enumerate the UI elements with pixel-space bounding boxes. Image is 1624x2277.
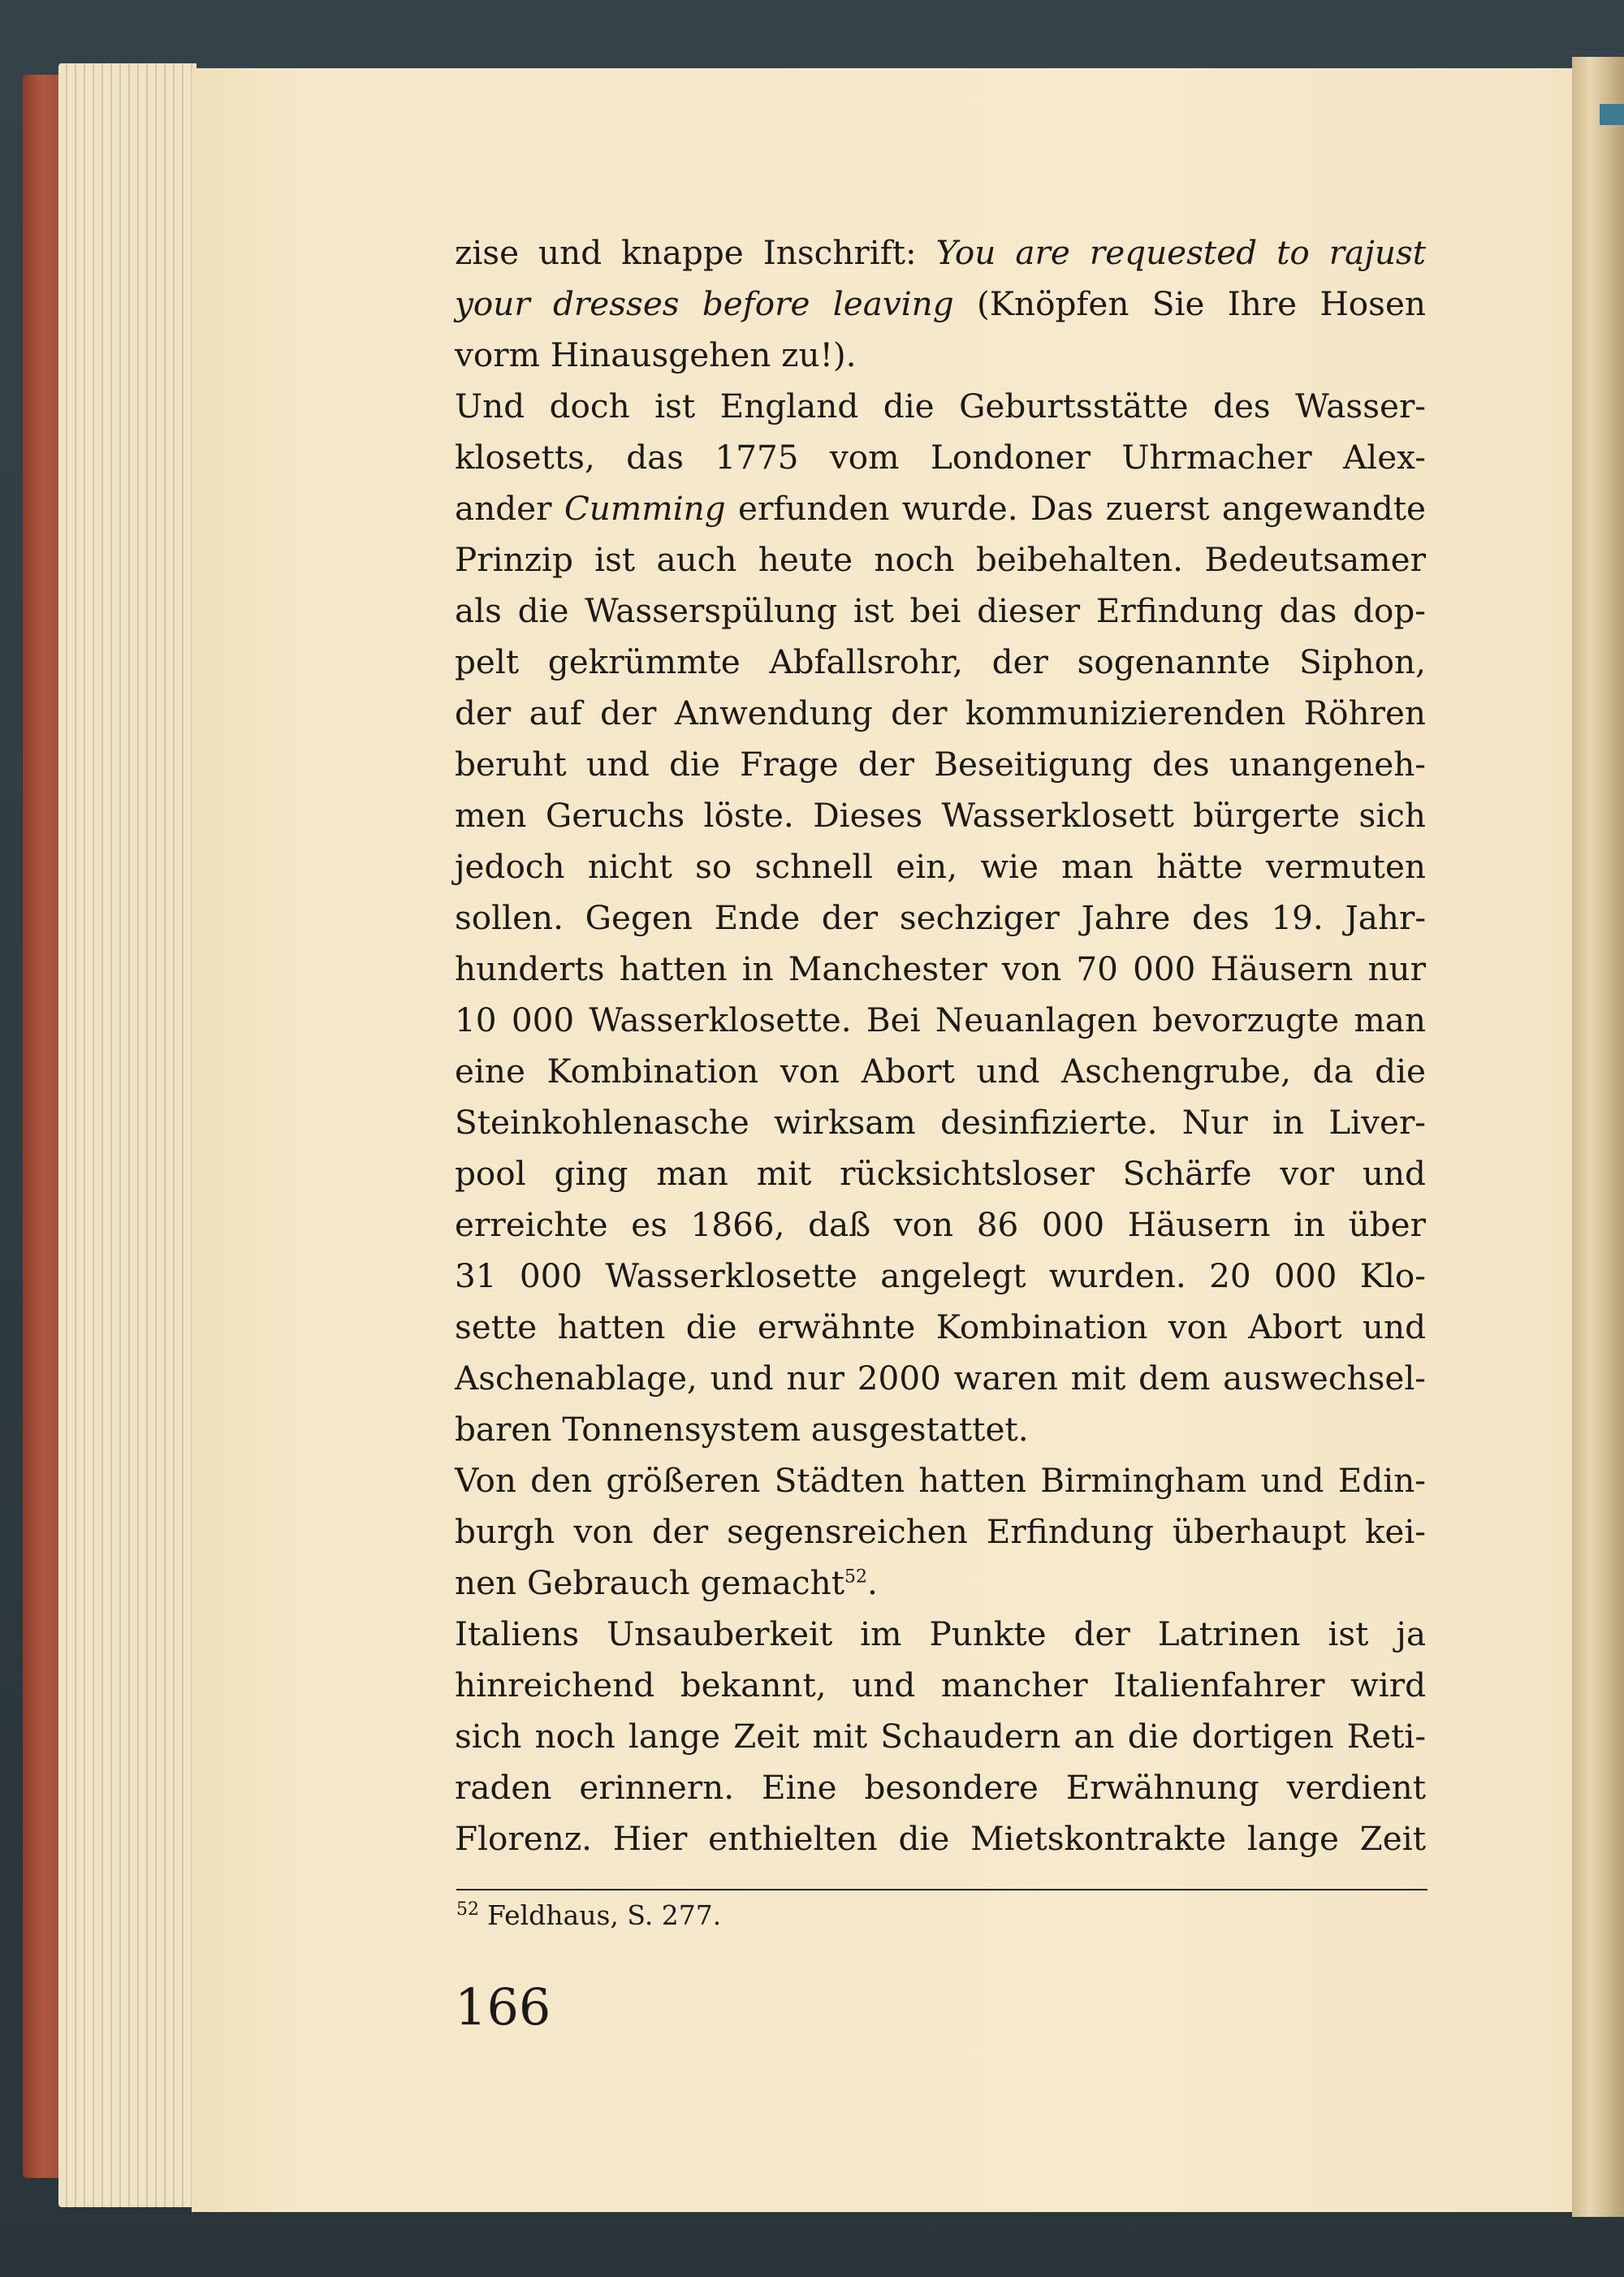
text-segment: Von den größeren Städten hatten Birmingham und Edin- xyxy=(455,1461,1426,1500)
text-segment: (Knöpfen Sie Ihre Hosen xyxy=(953,284,1426,323)
text-line xyxy=(455,227,1426,279)
footnote-rule xyxy=(456,1889,1427,1890)
text-segment: Aschenablage, und nur 2000 waren mit dem auswechsel- xyxy=(455,1359,1426,1398)
text-segment: jedoch nicht so schnell ein, wie man hätte vermuten xyxy=(455,847,1426,886)
text-line xyxy=(455,841,1426,892)
text-segment: als die Wasserspülung ist bei dieser Erfindung das dop- xyxy=(455,591,1426,630)
page-number: 166 xyxy=(455,1977,551,2037)
text-segment: You are requested to rajust xyxy=(935,233,1426,272)
text-line xyxy=(455,1148,1426,1199)
text-line xyxy=(455,1558,1426,1609)
text-segment: 31 000 Wasserklosette angelegt wurden. 20 000 Klo- xyxy=(455,1256,1426,1295)
text-line xyxy=(455,688,1426,739)
text-line xyxy=(455,1455,1426,1506)
text-line xyxy=(455,1762,1426,1813)
text-line xyxy=(455,1404,1426,1455)
text-line xyxy=(455,1711,1426,1762)
text-line xyxy=(455,944,1426,995)
text-line xyxy=(455,892,1426,944)
text-segment: Prinzip ist auch heute noch beibehalten. Bedeutsamer xyxy=(455,540,1426,579)
text-line xyxy=(455,790,1426,841)
text-line xyxy=(455,739,1426,790)
text-segment: nen Gebrauch gemacht xyxy=(455,1563,844,1602)
text-segment: raden erinnern. Eine besondere Erwähnung verdient xyxy=(455,1768,1426,1807)
text-line xyxy=(455,1660,1426,1711)
text-segment: Cumming xyxy=(564,489,726,528)
text-line xyxy=(455,1609,1426,1660)
text-segment: pool ging man mit rücksichtsloser Schärfe vor und xyxy=(455,1154,1426,1193)
body-text xyxy=(455,227,1426,1864)
text-segment: Italiens Unsauberkeit im Punkte der Latrinen ist ja xyxy=(455,1614,1426,1653)
text-line xyxy=(455,483,1426,534)
text-line xyxy=(455,1506,1426,1558)
text-line xyxy=(455,1199,1426,1251)
text-segment: . xyxy=(866,1563,878,1602)
text-line xyxy=(455,1097,1426,1148)
text-line xyxy=(455,279,1426,330)
text-segment: baren Tonnensystem ausgestattet. xyxy=(455,1410,1029,1449)
text-segment: ander xyxy=(455,489,564,528)
text-segment: zise und knappe Inschrift: xyxy=(455,233,936,272)
text-line xyxy=(455,534,1426,585)
text-line xyxy=(455,1813,1426,1864)
text-line xyxy=(455,637,1426,688)
text-segment: hunderts hatten in Manchester von 70 000 Häusern nur xyxy=(455,949,1426,988)
footnote-reference: 52 xyxy=(844,1566,867,1588)
text-segment: Und doch ist England die Geburtsstätte des Wasser- xyxy=(455,387,1426,426)
footnote xyxy=(456,1895,721,1936)
text-segment: eine Kombination von Abort und Aschengrube, da die xyxy=(455,1052,1426,1091)
text-line xyxy=(455,1251,1426,1302)
facing-page-gutter xyxy=(1572,57,1624,2217)
text-segment: your dresses before leaving xyxy=(455,284,954,323)
page-stack-edges xyxy=(58,63,197,2207)
bookmark-tab xyxy=(1600,104,1624,125)
text-segment: erreichte es 1866, daß von 86 000 Häusern in über xyxy=(455,1205,1426,1244)
text-line xyxy=(455,1353,1426,1404)
text-segment: sette hatten die erwähnte Kombination von Abort und xyxy=(455,1307,1426,1346)
text-segment: sollen. Gegen Ende der sechziger Jahre des 19. Jahr- xyxy=(455,898,1426,937)
text-segment: Steinkohlenasche wirksam desinfizierte. Nur in Liver- xyxy=(455,1103,1426,1142)
text-segment: 10 000 Wasserklosette. Bei Neuanlagen bevorzugte man xyxy=(455,1000,1426,1039)
text-line xyxy=(455,1302,1426,1353)
footnote-number: 52 xyxy=(456,1899,479,1920)
text-line xyxy=(455,995,1426,1046)
text-segment: Florenz. Hier enthielten die Mietskontrakte lange Zeit xyxy=(455,1819,1426,1858)
text-line xyxy=(455,585,1426,637)
text-segment: vorm Hinausgehen zu!). xyxy=(455,335,857,374)
text-segment: hinreichend bekannt, und mancher Italienfahrer wird xyxy=(455,1666,1426,1705)
text-line xyxy=(455,432,1426,483)
text-line xyxy=(455,381,1426,432)
text-segment: men Geruchs löste. Dieses Wasserklosett bürgerte sich xyxy=(455,796,1426,835)
text-segment: beruht und die Frage der Beseitigung des unangeneh- xyxy=(455,745,1426,784)
text-line xyxy=(455,330,1426,381)
footnote-text: Feldhaus, S. 277. xyxy=(487,1899,722,1931)
text-segment: sich noch lange Zeit mit Schaudern an die dortigen Reti- xyxy=(455,1717,1426,1756)
text-line xyxy=(455,1046,1426,1097)
text-segment: pelt gekrümmte Abfallsrohr, der sogenannte Siphon, xyxy=(455,642,1426,681)
text-segment: burgh von der segensreichen Erfindung überhaupt kei- xyxy=(455,1512,1426,1551)
text-segment: der auf der Anwendung der kommunizierenden Röhren xyxy=(455,693,1426,732)
text-segment: erfunden wurde. Das zuerst angewandte xyxy=(725,489,1427,528)
text-segment: klosetts, das 1775 vom Londoner Uhrmacher Alex- xyxy=(455,438,1426,477)
